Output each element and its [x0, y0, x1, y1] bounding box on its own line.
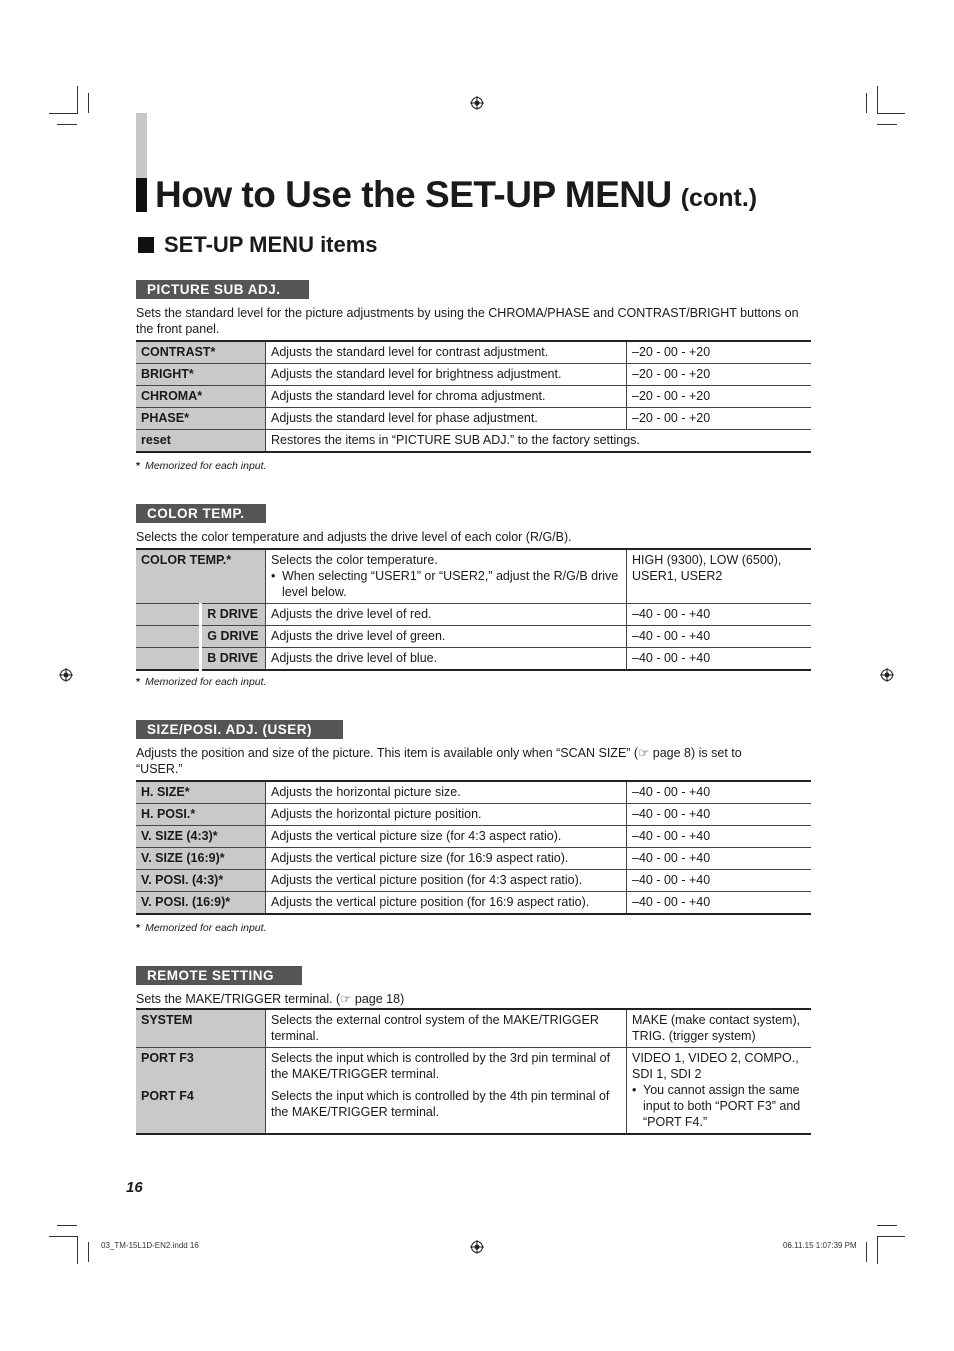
row-range: –40 - 00 - +40: [627, 848, 812, 870]
footnote-star: *: [136, 460, 141, 472]
row-key: V. SIZE (4:3)*: [136, 826, 266, 848]
table-row: [136, 386, 811, 408]
crop-mark: [877, 1236, 878, 1264]
row-desc: Adjusts the drive level of red.: [266, 604, 627, 626]
row-desc: Adjusts the standard level for chroma adjustment.: [266, 386, 627, 408]
table-row: [136, 804, 811, 826]
row-range: –40 - 00 - +40: [627, 626, 812, 648]
row-desc: [266, 549, 627, 604]
indent-cell: [136, 626, 201, 648]
row-desc: Selects the external control system of the MAKE/TRIGGER terminal.: [266, 1009, 627, 1048]
crop-mark: [88, 93, 89, 113]
crop-mark: [49, 1236, 77, 1237]
bullet-text: When selecting “USER1” or “USER2,” adjust the R/G/B drive level below.: [282, 569, 619, 599]
crop-mark: [57, 1225, 77, 1226]
table-row: [136, 604, 811, 626]
row-desc: Adjusts the standard level for contrast adjustment.: [266, 341, 627, 364]
table-row: [136, 341, 811, 364]
footnote-star: *: [136, 922, 141, 934]
bullet-mark: •: [632, 1083, 637, 1097]
row-key: PORT F4: [136, 1086, 266, 1134]
row-key: BRIGHT*: [136, 364, 266, 386]
title-block-icon: [136, 178, 147, 212]
row-range: HIGH (9300), LOW (6500), USER1, USER2: [627, 549, 812, 604]
row-range: –20 - 00 - +20: [627, 386, 812, 408]
row-key: H. SIZE*: [136, 781, 266, 804]
remote-setting-label: REMOTE SETTING: [136, 966, 302, 985]
row-desc: Adjusts the horizontal picture position.: [266, 804, 627, 826]
row-desc: Adjusts the vertical picture size (for 16:9 aspect ratio).: [266, 848, 627, 870]
row-desc: Selects the input which is controlled by the 4th pin terminal of the MAKE/TRIGGER terminal.: [266, 1086, 627, 1134]
row-desc: Adjusts the drive level of green.: [266, 626, 627, 648]
row-key: CONTRAST*: [136, 341, 266, 364]
remote-table: [136, 1008, 811, 1135]
table-row: [136, 781, 811, 804]
bullet-mark: •: [271, 569, 276, 583]
row-key: G DRIVE: [201, 626, 266, 648]
crop-mark: [77, 1236, 78, 1264]
crop-mark: [88, 1242, 89, 1262]
registration-mark-icon: [470, 1240, 484, 1254]
table-row: [136, 870, 811, 892]
color-temp-table: [136, 548, 811, 671]
row-desc: Selects the input which is controlled by the 3rd pin terminal of the MAKE/TRIGGER terminal.: [266, 1048, 627, 1086]
row-desc: Adjusts the horizontal picture size.: [266, 781, 627, 804]
bullet-item: [632, 1082, 806, 1130]
row-key: R DRIVE: [201, 604, 266, 626]
row-range: –40 - 00 - +40: [627, 892, 812, 915]
indent-cell: [136, 604, 201, 626]
row-key: PHASE*: [136, 408, 266, 430]
row-desc: Adjusts the drive level of blue.: [266, 648, 627, 671]
table-row: [136, 549, 811, 604]
section-heading-text: SET-UP MENU items: [164, 232, 378, 257]
footnote-text: Memorized for each input.: [145, 676, 267, 688]
color-temp-label: COLOR TEMP.: [136, 504, 266, 523]
size-posi-label: SIZE/POSI. ADJ. (USER): [136, 720, 343, 739]
indent-cell: [136, 648, 201, 671]
page-title: [136, 175, 757, 215]
footnote-text: Memorized for each input.: [145, 922, 267, 934]
row-key: reset: [136, 430, 266, 453]
row-desc: Adjusts the vertical picture position (for 4:3 aspect ratio).: [266, 870, 627, 892]
port-range-text: VIDEO 1, VIDEO 2, COMPO., SDI 1, SDI 2: [632, 1051, 799, 1081]
color-temp-desc: Selects the color temperature and adjusts the drive level of each color (R/G/B).: [136, 530, 572, 544]
row-range: –20 - 00 - +20: [627, 341, 812, 364]
row-key: B DRIVE: [201, 648, 266, 671]
footnote: [136, 922, 267, 934]
footnote-star: *: [136, 676, 141, 688]
row-range: –40 - 00 - +40: [627, 870, 812, 892]
footnote-text: Memorized for each input.: [145, 460, 267, 472]
table-row: [136, 430, 811, 453]
table-row: [136, 892, 811, 915]
picture-sub-desc: Sets the standard level for the picture adjustments by using the CHROMA/PHASE and CONTRAST/BRIGHT buttons on the front panel.: [136, 306, 799, 336]
row-range: –40 - 00 - +40: [627, 648, 812, 671]
row-key: V. POSI. (16:9)*: [136, 892, 266, 915]
row-desc-text: Selects the color temperature.: [271, 553, 438, 567]
row-range: [627, 1048, 812, 1135]
row-range: –40 - 00 - +40: [627, 804, 812, 826]
crop-mark: [877, 1225, 897, 1226]
size-posi-table: [136, 780, 811, 915]
registration-mark-icon: [59, 668, 73, 682]
picture-sub-label: PICTURE SUB ADJ.: [136, 280, 309, 299]
crop-mark: [877, 124, 897, 125]
crop-mark: [877, 113, 905, 114]
row-range: –40 - 00 - +40: [627, 781, 812, 804]
row-range: –20 - 00 - +20: [627, 364, 812, 386]
table-row: [136, 364, 811, 386]
table-row: [136, 626, 811, 648]
page-title-cont: (cont.): [680, 183, 758, 212]
bullet-text: You cannot assign the same input to both “PORT F3” and “PORT F4.”: [643, 1083, 801, 1129]
row-range: –20 - 00 - +20: [627, 408, 812, 430]
row-key: PORT F3: [136, 1048, 266, 1086]
row-desc: Adjusts the vertical picture position (for 16:9 aspect ratio).: [266, 892, 627, 915]
row-desc: Adjusts the standard level for phase adjustment.: [266, 408, 627, 430]
page-number: 16: [126, 1179, 143, 1196]
row-desc: Adjusts the standard level for brightness adjustment.: [266, 364, 627, 386]
row-range: MAKE (make contact system), TRIG. (trigger system): [627, 1009, 812, 1048]
table-row: [136, 826, 811, 848]
table-row: [136, 1048, 811, 1086]
crop-mark: [866, 1242, 867, 1262]
section-heading: [138, 232, 378, 258]
picture-sub-table: [136, 340, 811, 453]
crop-mark: [77, 86, 78, 114]
row-key: H. POSI.*: [136, 804, 266, 826]
crop-mark: [877, 1236, 905, 1237]
table-row: [136, 1009, 811, 1048]
footnote: [136, 676, 267, 688]
crop-mark: [49, 113, 77, 114]
row-key: V. SIZE (16:9)*: [136, 848, 266, 870]
crop-mark: [866, 93, 867, 113]
crop-mark: [877, 86, 878, 114]
row-range: –40 - 00 - +40: [627, 826, 812, 848]
registration-mark-icon: [880, 668, 894, 682]
footnote: [136, 460, 267, 472]
crop-mark: [57, 124, 77, 125]
row-desc: Adjusts the vertical picture size (for 4:3 aspect ratio).: [266, 826, 627, 848]
footer-timestamp: 06.11.15 1:07:39 PM: [783, 1241, 857, 1250]
row-key: V. POSI. (4:3)*: [136, 870, 266, 892]
registration-mark-icon: [470, 96, 484, 110]
row-key: SYSTEM: [136, 1009, 266, 1048]
row-key: COLOR TEMP.*: [136, 549, 266, 604]
table-row: [136, 648, 811, 671]
row-key: CHROMA*: [136, 386, 266, 408]
bullet-item: [271, 568, 621, 600]
page-title-main: How to Use the SET-UP MENU: [155, 174, 672, 215]
size-posi-desc: Adjusts the position and size of the picture. This item is available only when “SCAN SIZE” (☞ page 8) is set to “USER.”: [136, 746, 742, 776]
remote-desc: Sets the MAKE/TRIGGER terminal. (☞ page 18): [136, 992, 405, 1006]
footer-file-info: 03_TM-15L1D-EN2.indd 16: [101, 1241, 199, 1250]
table-row: [136, 848, 811, 870]
square-bullet-icon: [138, 237, 154, 253]
table-row: [136, 408, 811, 430]
row-desc: Restores the items in “PICTURE SUB ADJ.” to the factory settings.: [266, 430, 812, 453]
row-range: –40 - 00 - +40: [627, 604, 812, 626]
